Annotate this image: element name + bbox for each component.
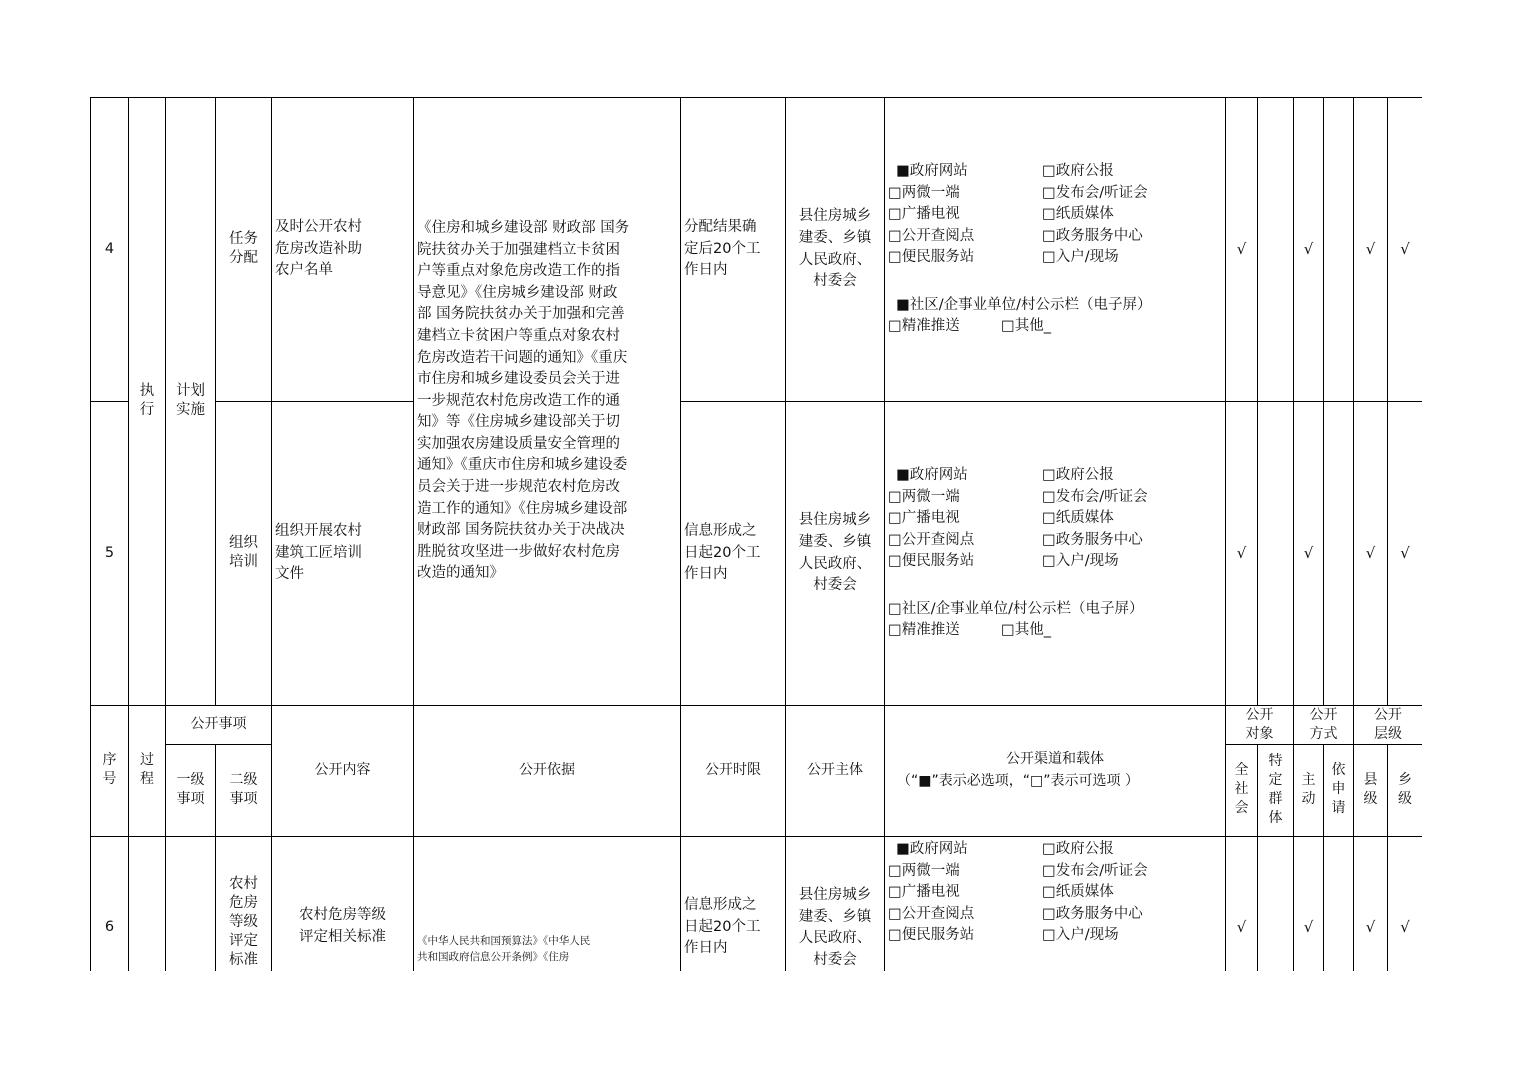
content-cell: 组织开展农村建筑工匠培训文件 bbox=[272, 402, 414, 706]
specific-group-check bbox=[1258, 402, 1294, 706]
header-channel-note: （“■”表示必选项，“□”表示可选项 ） bbox=[897, 773, 1139, 789]
channel-cell: ■政府网站 □政府公报 □两微一端 □发布会/听证会 □广播电视 □纸质媒体 □公开查阅点 □政务服务中心 □便民服务站 □入户/现场 bbox=[885, 837, 1226, 972]
row-number: 4 bbox=[91, 98, 129, 402]
time-limit-cell: 信息形成之日起20个工作日内 bbox=[681, 402, 786, 706]
header-level: 公开层级 bbox=[1354, 706, 1423, 745]
header-level2: 二级事项 bbox=[216, 745, 272, 837]
header-num: 序号 bbox=[91, 706, 129, 837]
row-number: 5 bbox=[91, 402, 129, 706]
header-channel-title: 公开渠道和载体 bbox=[1006, 751, 1104, 768]
level1-cell bbox=[166, 837, 216, 972]
disclosure-table bbox=[90, 97, 1422, 971]
time-limit-cell: 信息形成之日起20个工作日内 bbox=[681, 837, 786, 972]
header-level1: 一级事项 bbox=[166, 745, 216, 837]
county-check: √ bbox=[1354, 402, 1388, 706]
header-time-limit: 公开时限 bbox=[681, 706, 786, 837]
county-check: √ bbox=[1354, 98, 1388, 402]
header-specific-group: 特定群体 bbox=[1258, 745, 1294, 837]
channel-cell: ■政府网站 □政府公报 □两微一端 □发布会/听证会 □广播电视 □纸质媒体 □公开查阅点 □政务服务中心 □便民服务站 □入户/现场 ■社区/企事业单位/村公示栏（电子屏） □精准推送 □其他_ bbox=[885, 98, 1226, 402]
row-number: 6 bbox=[91, 837, 129, 972]
township-check: √ bbox=[1388, 98, 1423, 402]
on-request-check bbox=[1324, 402, 1354, 706]
header-active: 主动 bbox=[1294, 745, 1324, 837]
county-check: √ bbox=[1354, 837, 1388, 972]
subject-cell: 县住房城乡建委、乡镇人民政府、村委会 bbox=[786, 402, 885, 706]
specific-group-check bbox=[1258, 98, 1294, 402]
table-row bbox=[91, 837, 1423, 972]
process-cell: 执行 bbox=[129, 98, 166, 706]
township-check: √ bbox=[1388, 837, 1423, 972]
all-society-check: √ bbox=[1226, 837, 1258, 972]
on-request-check bbox=[1324, 837, 1354, 972]
process-cell bbox=[129, 837, 166, 972]
header-target: 公开对象 bbox=[1226, 706, 1294, 745]
all-society-check: √ bbox=[1226, 98, 1258, 402]
content-cell: 农村危房等级评定相关标准 bbox=[272, 837, 414, 972]
level2-cell: 农村危房等级评定标准 bbox=[216, 837, 272, 972]
header-process: 过程 bbox=[129, 706, 166, 837]
header-item: 公开事项 bbox=[166, 706, 272, 745]
header-subject: 公开主体 bbox=[786, 706, 885, 837]
level2-cell: 组织培训 bbox=[216, 402, 272, 706]
basis-cell: 《中华人民共和国预算法》《中华人民共和国政府信息公开条例》《住房 bbox=[414, 837, 681, 972]
header-method: 公开方式 bbox=[1294, 706, 1354, 745]
table-row bbox=[91, 98, 1423, 402]
channel-cell: ■政府网站 □政府公报 □两微一端 □发布会/听证会 □广播电视 □纸质媒体 □公开查阅点 □政务服务中心 □便民服务站 □入户/现场 □社区/企事业单位/村公示栏（电子屏） □精准推送 □其他_ bbox=[885, 402, 1226, 706]
level1-cell: 计划实施 bbox=[166, 98, 216, 706]
header-basis: 公开依据 bbox=[414, 706, 681, 837]
basis-cell: 《住房和城乡建设部 财政部 国务院扶贫办关于加强建档立卡贫困户等重点对象危房改造工作的指导意见》《住房城乡建设部 财政部 国务院扶贫办关于加强和完善建档立卡贫困户等重点对象农村危房改造若干问题的通知》《重庆市住房和城乡建设委员会关于进一步规范农村危房改造工作的通知》等《住房城乡建设部关于切实加强农房建设质量安全管理的通知》《重庆市住房和城乡建设委员会关于进一步规范农村危房改造工作的通知》《住房城乡建设部 财政部 国务院扶贫办关于决战决胜脱贫攻坚进一步做好农村危房改造的通知》 bbox=[414, 98, 681, 706]
level2-cell: 任务分配 bbox=[216, 98, 272, 402]
content-cell: 及时公开农村危房改造补助农户名单 bbox=[272, 98, 414, 402]
header-on-request: 依申请 bbox=[1324, 745, 1354, 837]
township-check: √ bbox=[1388, 402, 1423, 706]
header-township: 乡级 bbox=[1388, 745, 1423, 837]
specific-group-check bbox=[1258, 837, 1294, 972]
header-all-society: 全社会 bbox=[1226, 745, 1258, 837]
header-content: 公开内容 bbox=[272, 706, 414, 837]
subject-cell: 县住房城乡建委、乡镇人民政府、村委会 bbox=[786, 837, 885, 972]
table-header-row bbox=[91, 706, 1423, 745]
active-check: √ bbox=[1294, 402, 1324, 706]
all-society-check: √ bbox=[1226, 402, 1258, 706]
table-row bbox=[91, 402, 1423, 706]
header-channel bbox=[885, 706, 1226, 837]
active-check: √ bbox=[1294, 98, 1324, 402]
subject-cell: 县住房城乡建委、乡镇人民政府、村委会 bbox=[786, 98, 885, 402]
on-request-check bbox=[1324, 98, 1354, 402]
active-check: √ bbox=[1294, 837, 1324, 972]
table-viewport bbox=[90, 97, 1422, 971]
header-county: 县级 bbox=[1354, 745, 1388, 837]
time-limit-cell: 分配结果确定后20个工作日内 bbox=[681, 98, 786, 402]
